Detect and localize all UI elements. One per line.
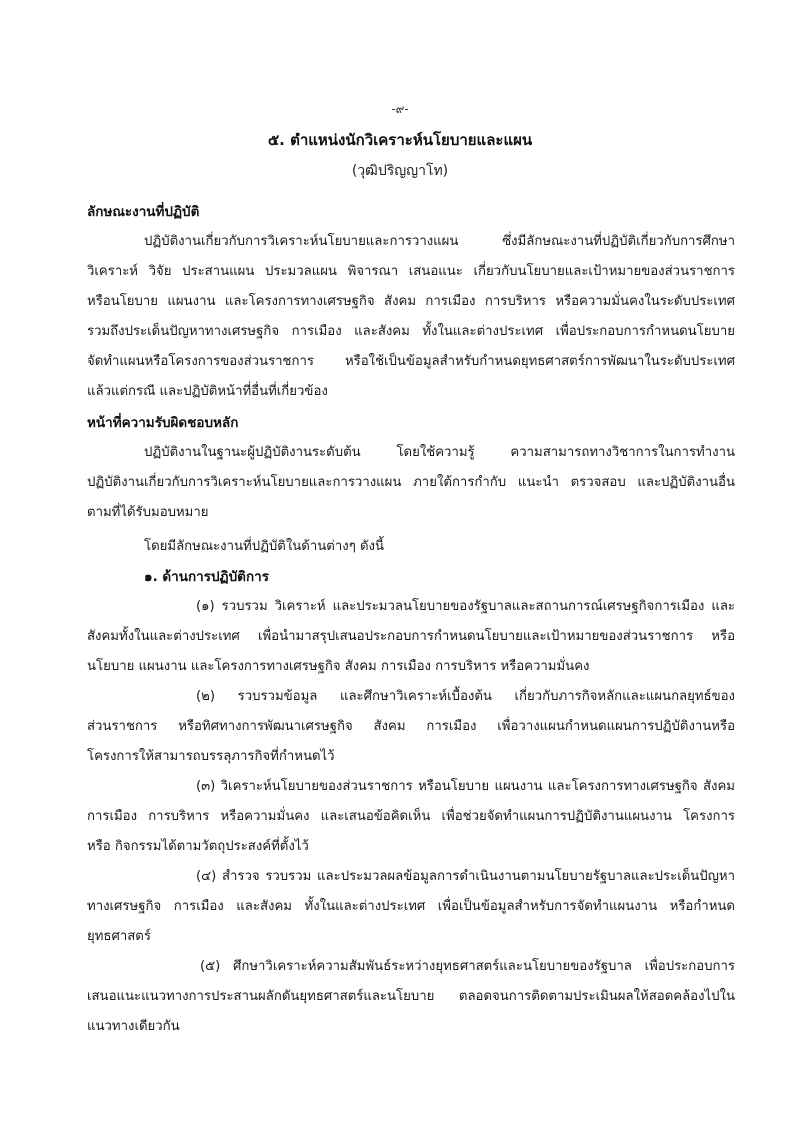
item-4-line: (๔) สำรวจ รวบรวม และประมวลผลข้อมูลการดำเนินงานตามนโยบายรัฐบาลและประเด็นปัญหา: [196, 869, 735, 884]
page-number: -๙-: [391, 102, 409, 116]
paragraph-line: แล้วแต่กรณี และปฏิบัติหน้าที่อื่นที่เกี่ยวข้อง: [87, 384, 328, 399]
responsibilities-details: [87, 532, 735, 1042]
item-5-line: แนวทางเดียวกัน: [87, 1019, 180, 1034]
section-responsibilities: [87, 408, 735, 528]
item-1-line: (๑) รวบรวม วิเคราะห์ และประมวลนโยบายของรัฐบาลและสถานการณ์เศรษฐกิจการเมือง และ: [196, 599, 735, 614]
item-4-line: ทางเศรษฐกิจ การเมือง และสังคม ทั้งในและต่างประเทศ เพื่อเป็นข้อมูลสำหรับการจัดทำแผนงาน หรือกำหนด: [87, 899, 735, 914]
item-1-line: สังคมทั้งในและต่างประเทศ เพื่อนำมาสรุปเสนอประกอบการกำหนดนโยบายและเป้าหมายของส่วนราชการ หรือ: [87, 629, 735, 644]
paragraph-line: จัดทำแผนหรือโครงการของส่วนราชการ หรือใช้เป็นข้อมูลสำหรับกำหนดยุทธศาสตร์การพัฒนาในระดับประเทศ: [87, 354, 735, 369]
paragraph-line: วิเคราะห์ วิจัย ประสานแผน ประมวลแผน พิจารณา เสนอแนะ เกี่ยวกับนโยบายและเป้าหมายของส่วนราชการ: [87, 264, 735, 279]
item-5-line: เสนอแนะแนวทางการประสานผลักดันยุทธศาสตร์และนโยบาย ตลอดจนการติดตามประเมินผลให้สอดคล้องไปใน: [87, 989, 735, 1004]
paragraph-line: ปฏิบัติงานในฐานะผู้ปฏิบัติงานระดับต้น โดยใช้ความรู้ ความสามารถทางวิชาการในการทำงาน: [144, 445, 735, 460]
item-3-line: การเมือง การบริหาร หรือความมั่นคง และเสนอข้อคิดเห็น เพื่อช่วยจัดทำแผนการปฏิบัติงานแผนงาน โครงการ: [87, 809, 735, 824]
paragraph-line: ปฏิบัติงานเกี่ยวกับการวิเคราะห์นโยบายและการวางแผน ซึ่งมีลักษณะงานที่ปฏิบัติเกี่ยวกับการศึกษา: [144, 234, 735, 249]
paragraph-line: ตามที่ได้รับมอบหมาย: [87, 505, 209, 520]
item-2-line: (๒) รวบรวมข้อมูล และศึกษาวิเคราะห์เบื้องต้น เกี่ยวกับภารกิจหลักและแผนกลยุทธ์ของ: [196, 689, 735, 704]
document-title: ๕. ตำแหน่งนักวิเคราะห์นโยบายและแผน: [267, 131, 533, 149]
item-2-line: ส่วนราชการ หรือทิศทางการพัฒนาเศรษฐกิจ สังคม การเมือง เพื่อวางแผนกำหนดแผนการปฏิบัติงานหรือ: [87, 719, 735, 734]
paragraph-line: หรือนโยบาย แผนงาน และโครงการทางเศรษฐกิจ สังคม การเมือง การบริหาร หรือความมั่นคงในระดับประเทศ: [87, 294, 735, 309]
item-3-line: (๓) วิเคราะห์นโยบายของส่วนราชการ หรือนโยบาย แผนงาน และโครงการทางเศรษฐกิจ สังคม: [196, 779, 735, 794]
paragraph-line: รวมถึงประเด็นปัญหาทางเศรษฐกิจ การเมือง และสังคม ทั้งในและต่างประเทศ เพื่อประกอบการกำหนดนโยบาย: [87, 324, 735, 339]
area-heading: ๑. ด้านการปฏิบัติการ: [144, 569, 269, 585]
section-heading: ลักษณะงานที่ปฏิบัติ: [87, 204, 200, 220]
document-subtitle: (วุฒิปริญญาโท): [351, 163, 449, 179]
section-heading: หน้าที่ความรับผิดชอบหลัก: [87, 415, 239, 431]
item-1-line: นโยบาย แผนงาน และโครงการทางเศรษฐกิจ สังคม การเมือง การบริหาร หรือความมั่นคง: [87, 659, 590, 674]
section-job-nature: [87, 197, 735, 407]
intro-line: โดยมีลักษณะงานที่ปฏิบัติในด้านต่างๆ ดังนี้: [144, 539, 384, 554]
item-3-line: หรือ กิจกรรมได้ตามวัตถุประสงค์ที่ตั้งไว้: [87, 839, 309, 854]
item-5-line: (๕) ศึกษาวิเคราะห์ความสัมพันธ์ระหว่างยุทธศาสตร์และนโยบายของรัฐบาล เพื่อประกอบการ: [200, 959, 735, 974]
paragraph-line: ปฏิบัติงานเกี่ยวกับการวิเคราะห์นโยบายและการวางแผน ภายใต้การกำกับ แนะนำ ตรวจสอบ และปฏิบัติงานอื่น: [87, 475, 735, 490]
item-4-line: ยุทธศาสตร์: [87, 929, 151, 944]
item-2-line: โครงการให้สามารถบรรลุภารกิจที่กำหนดไว้: [87, 749, 335, 764]
